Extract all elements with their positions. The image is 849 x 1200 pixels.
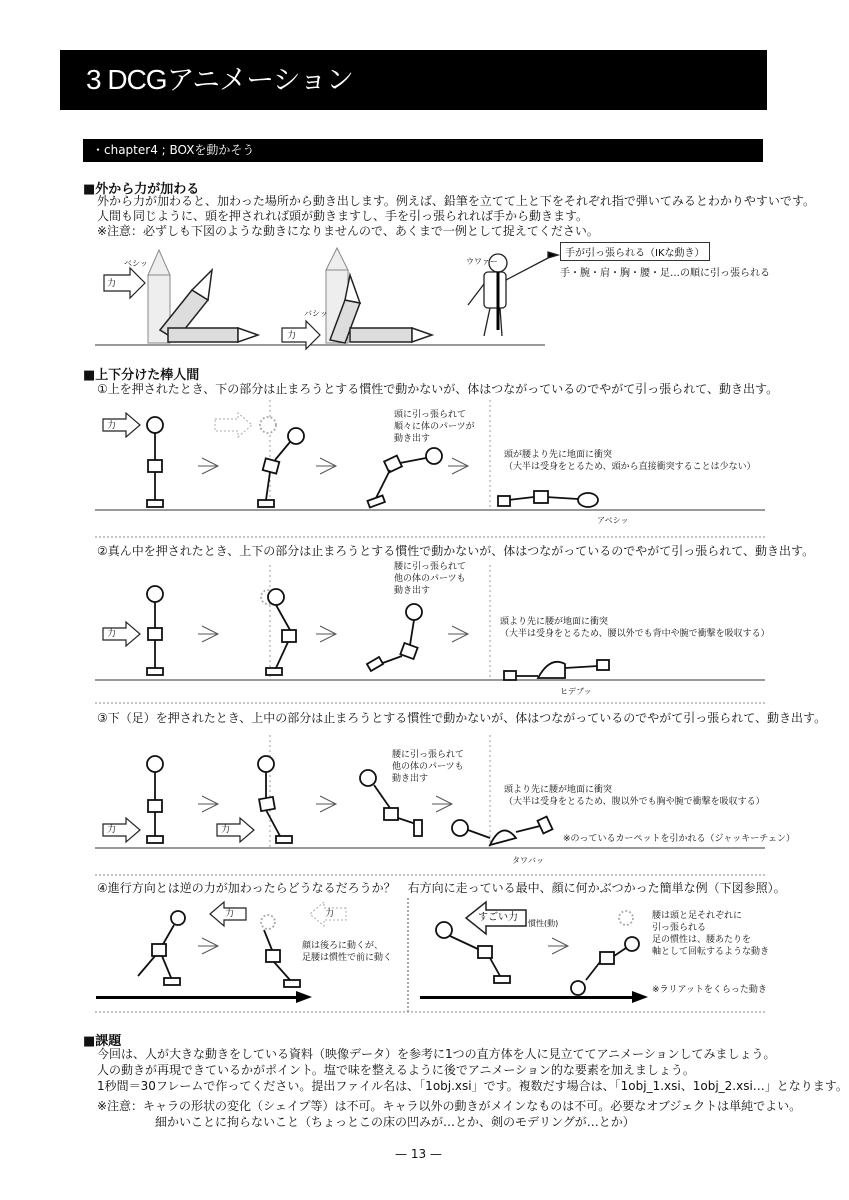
force-label: 力 bbox=[107, 421, 117, 431]
row2-caption: ②真ん中を押されたとき、上下の部分は止まろうとする慣性で動かないが、体はつながっているのでやがて引っ張られて、動き出す。 bbox=[97, 544, 815, 558]
row2-note: （大半は受身をとるため、腰以外でも背中や腕で衝撃を吸収する） bbox=[500, 629, 770, 639]
chain-note: 手・腕・肩・胸・腰・足…の順に引っ張られる bbox=[560, 268, 770, 279]
section1-line: 外から力が加わると、加わった場所から動き出します。例えば、鉛筆を立てて上と下をそれぞれ指で弾いてみるとわかりやすいです。 bbox=[97, 194, 815, 208]
force-label: 力 bbox=[287, 331, 297, 341]
assignment-line: 細かいことに拘らないこと（ちょっとこの床の凹みが…とか、剣のモデリングが…とか） bbox=[155, 1115, 635, 1129]
force-label: 力 bbox=[107, 279, 117, 289]
force-label: 力 bbox=[325, 909, 335, 919]
sfx-text: ヒデブッ bbox=[560, 687, 592, 696]
row2-note: 動き出す bbox=[394, 586, 431, 596]
row1-note: 頭に引っ張られて bbox=[394, 410, 467, 420]
force-label: 力 bbox=[225, 909, 235, 919]
row4-note: 足の慣性は、腰あたりを bbox=[652, 935, 752, 945]
row3-note: 腰に引っ張られて bbox=[392, 750, 465, 760]
sfx-text: ベシッ bbox=[124, 259, 148, 268]
force-label: 力 bbox=[107, 825, 117, 835]
row4-note: 軸として回転するような動き bbox=[652, 947, 770, 957]
row4-note: ※ラリアットをくらった動き bbox=[652, 985, 767, 995]
row1-note: （大半は受身をとるため、頭から直接衝突することは少ない） bbox=[504, 462, 756, 472]
sfx-text: ウワァー bbox=[466, 257, 498, 266]
row4-note: 足腰は慣性で前に動く bbox=[302, 953, 393, 963]
row2-note: 他の体のパーツも bbox=[394, 574, 466, 584]
chapter-label: ・chapter4 ; BOXを動かそう bbox=[92, 143, 255, 157]
sfx-text: タワバッ bbox=[512, 856, 544, 865]
inertia-label: 慣性(動) bbox=[528, 919, 559, 928]
page-title: 3 DCGアニメーション bbox=[86, 64, 354, 95]
row3-note: （大半は受身をとるため、腹以外でも胸や腕で衝撃を吸収する） bbox=[504, 797, 765, 807]
row3-note: 頭より先に腰が地面に衝突 bbox=[504, 785, 613, 795]
sfx-text: バシッ bbox=[304, 309, 328, 318]
row1-caption: ①上を押されたとき、下の部分は止まろうとする慣性で動かないが、体はつながっているのでやがて引っ張られて、動き出す。 bbox=[97, 382, 779, 396]
stick-figure bbox=[138, 911, 185, 985]
stick-figure bbox=[261, 915, 300, 987]
row1-note: 順々に体のパーツが bbox=[394, 422, 475, 432]
force-label: 力 bbox=[107, 629, 117, 639]
assignment-line: 今回は、人が大きな動きをしている資料（映像データ）を参考に1つの直方体を人に見立ててアニメーションしてみましょう。 bbox=[97, 1047, 776, 1061]
row4-note: 腰は頭と足それぞれに bbox=[652, 911, 743, 921]
assignment-heading: ■課題 bbox=[83, 1034, 122, 1049]
row4-caption: ④進行方向とは逆の力が加わったらどうなるだろうか？ 右方向に走っている最中、顔に何かぶつかった簡単な例（下図参照）。 bbox=[97, 881, 786, 895]
row3-note: 動き出す bbox=[392, 774, 429, 784]
stick-figure bbox=[436, 922, 510, 983]
assignment-line: 人の動きが再現できているかがポイント。塩で味を整えるように後でアニメーション的な要素を加えましょう。 bbox=[97, 1063, 695, 1077]
row1-note: 頭が腰より先に地面に衝突 bbox=[504, 450, 613, 460]
sfx-text: アベシッ bbox=[597, 516, 629, 525]
section1-heading: ■外から力が加わる bbox=[83, 182, 200, 197]
section2-heading: ■上下分けた棒人間 bbox=[83, 368, 200, 383]
big-force-label: すごい力 bbox=[478, 912, 518, 923]
assignment-line: 1秒間＝30フレームで作ってください。提出ファイル名は、「1obj.xsi」です。複数だす場合は、「1obj_1.xsi、1obj_2.xsi…」となります。 bbox=[97, 1079, 848, 1093]
row2-note: 頭より先に腰が地面に衝突 bbox=[500, 617, 609, 627]
row4-note: 引っ張られる bbox=[652, 923, 707, 933]
stick-figure bbox=[571, 911, 639, 995]
ik-callout: 手が引っ張られる（IKな動き） bbox=[560, 242, 710, 261]
row4-note: 顔は後ろに動くが、 bbox=[302, 941, 384, 951]
force-label: 力 bbox=[221, 825, 231, 835]
row2-note: 腰に引っ張られて bbox=[394, 562, 467, 572]
row3-note: ※のっているカーペットを引かれる（ジャッキーチェン） bbox=[563, 834, 796, 844]
motion-arrow bbox=[96, 991, 648, 1003]
section1-line: 人間も同じように、頭を押されれば頭が動きますし、手を引っ張られれば手から動きます。 bbox=[97, 209, 589, 223]
page-number: — 13 — bbox=[395, 1147, 442, 1161]
section1-line: ※注意：必ずしも下図のような動きになりませんので、あくまで一例として捉えてください。 bbox=[97, 224, 599, 238]
row3-caption: ③下（足）を押されたとき、上中の部分は止まろうとする慣性で動かないが、体はつながっているのでやがて引っ張られて、動き出す。 bbox=[97, 711, 827, 725]
row3-note: 他の体のパーツも bbox=[392, 762, 464, 772]
assignment-line: ※注意：キャラの形状の変化（シェイプ等）は不可。キャラ以外の動きがメインなものは不可。必要なオブジェクトは単純でよい。 bbox=[97, 1099, 802, 1113]
row1-note: 動き出す bbox=[394, 434, 431, 444]
